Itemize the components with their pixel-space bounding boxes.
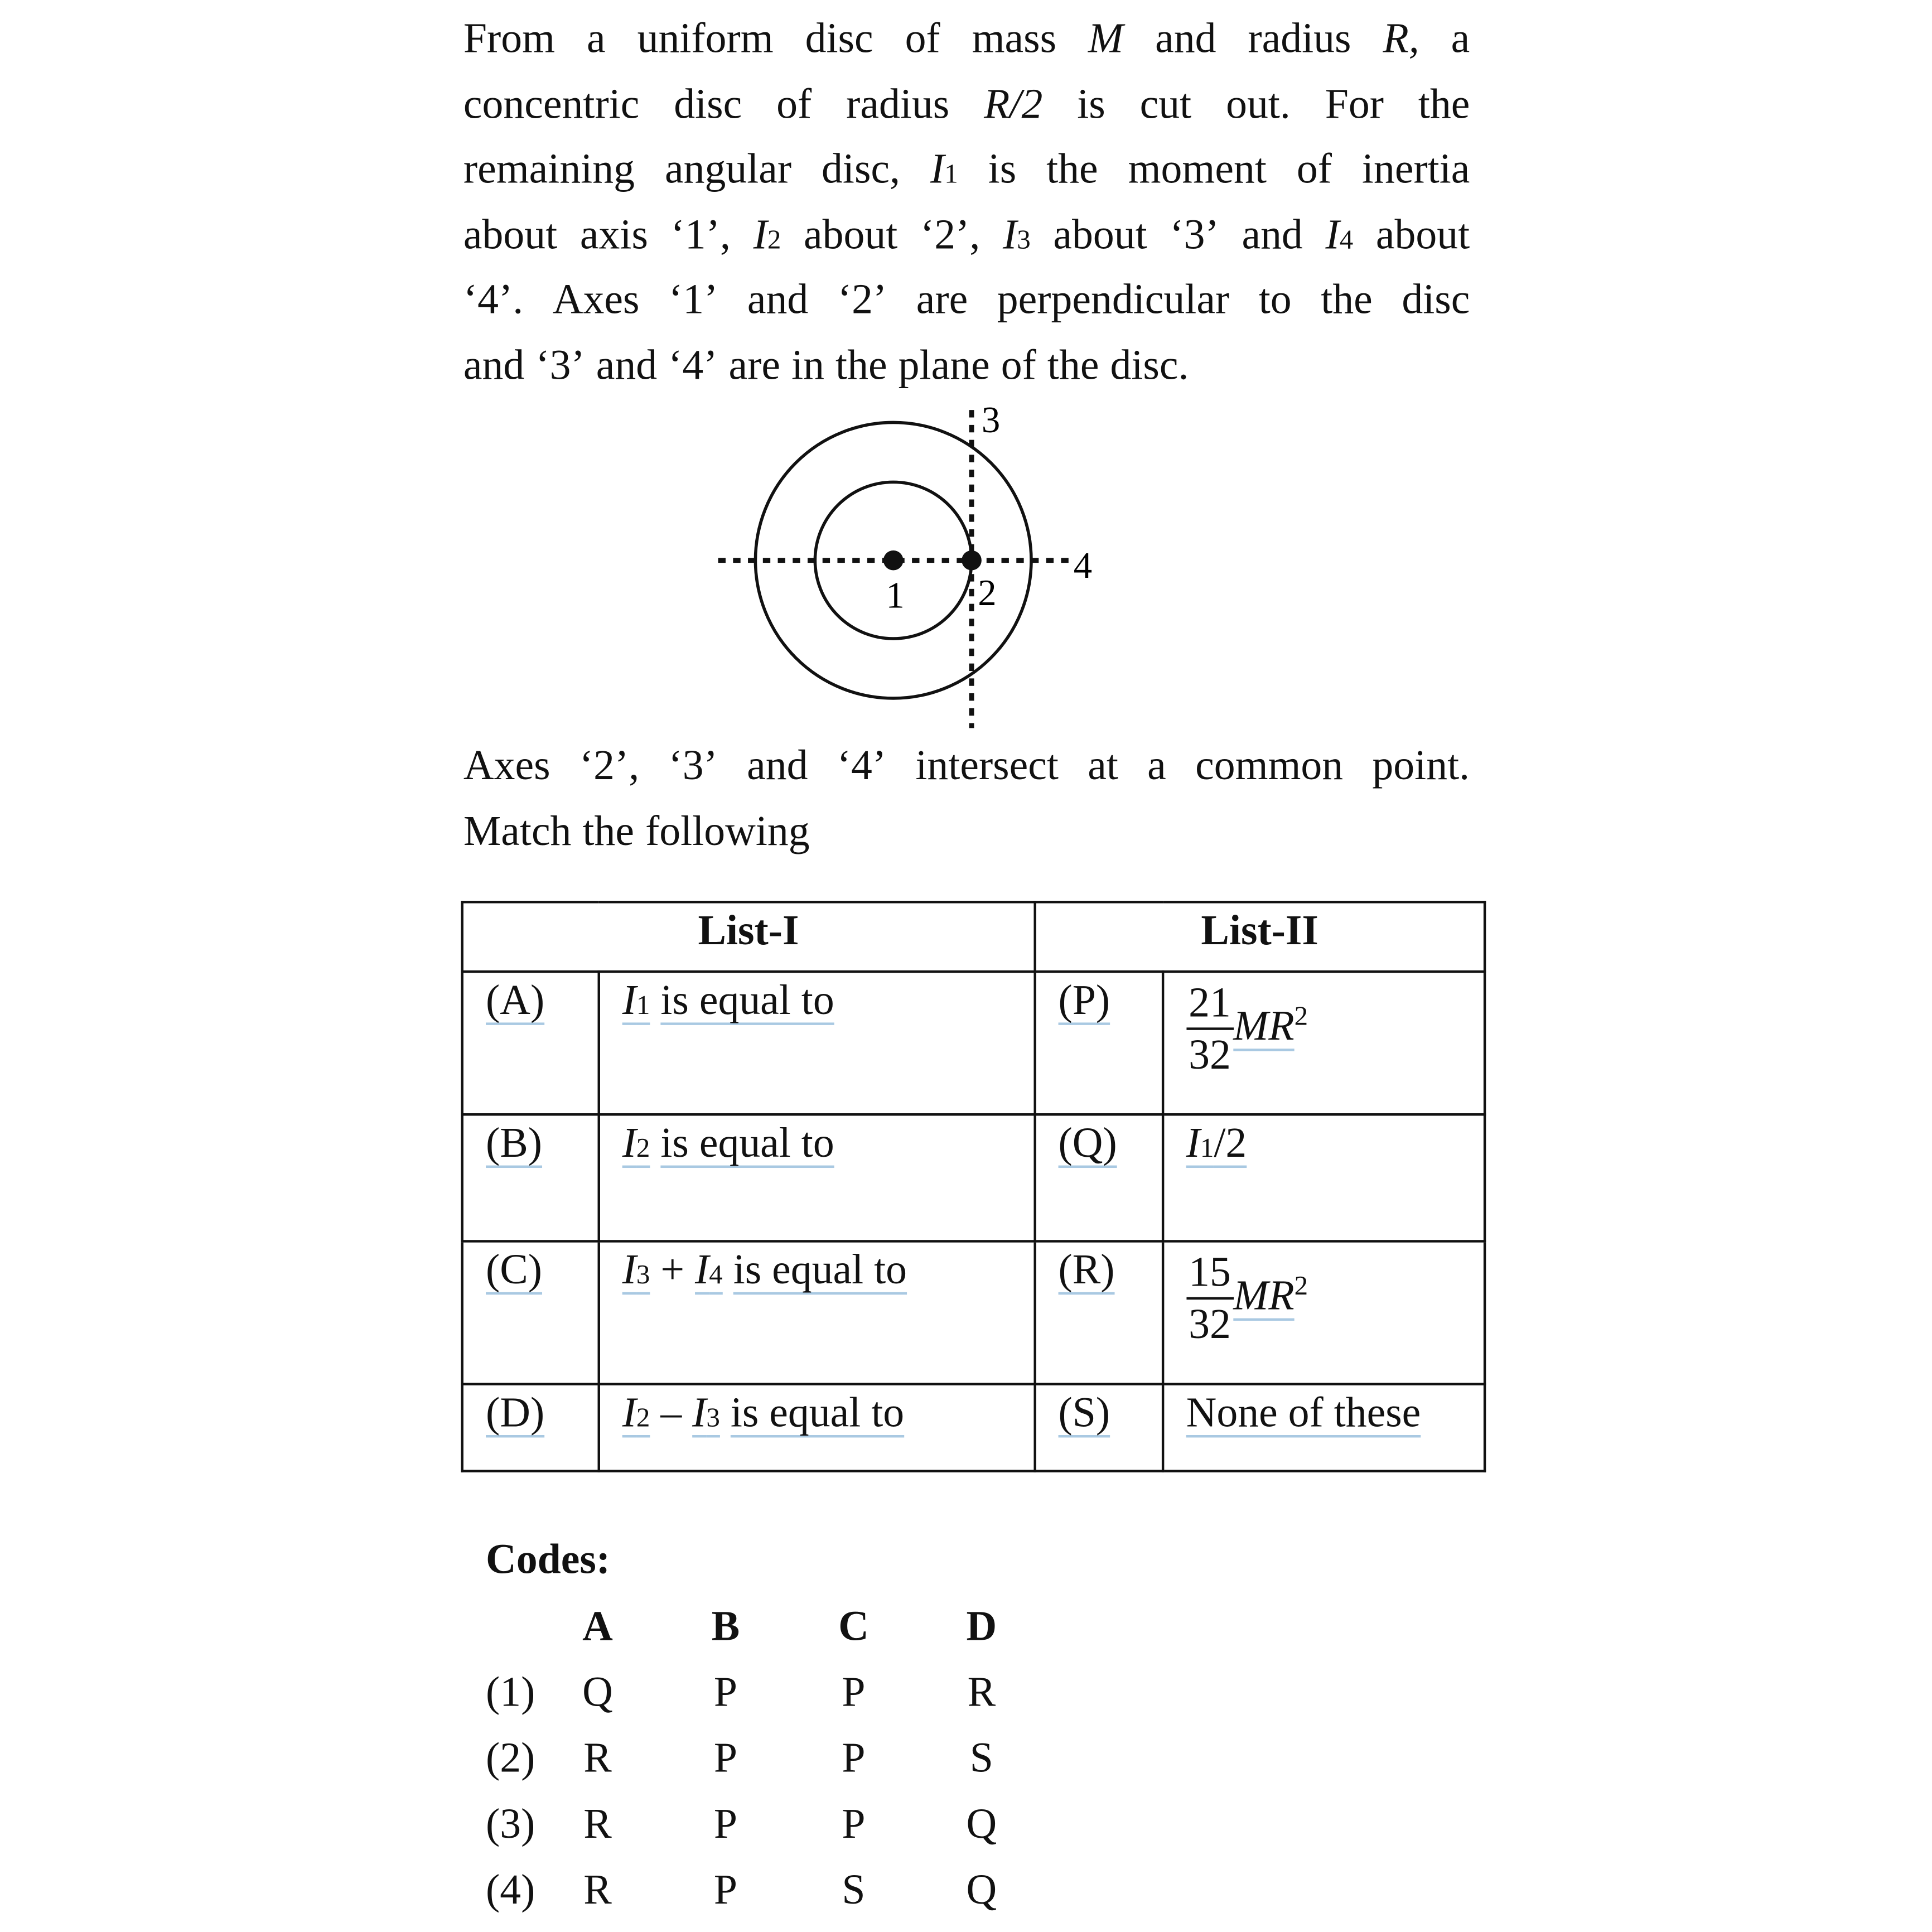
option-label[interactable]: (3) bbox=[486, 1801, 535, 1848]
word-text: about bbox=[804, 211, 898, 258]
option-value: R bbox=[583, 1801, 612, 1848]
key-label: (B) bbox=[486, 1120, 543, 1167]
math-symbol: M bbox=[1088, 16, 1124, 62]
word-text: ‘3’ bbox=[668, 743, 718, 789]
word-text: radius bbox=[1248, 16, 1351, 62]
option-value: P bbox=[713, 1867, 738, 1914]
word-text: following bbox=[645, 808, 810, 854]
word-text: out. bbox=[1226, 81, 1291, 128]
word-text: a bbox=[1147, 743, 1166, 789]
label-text: is equal to bbox=[733, 1247, 907, 1294]
operator: – bbox=[650, 1390, 693, 1437]
option-value: R bbox=[583, 1867, 612, 1914]
word-text: disc, bbox=[822, 146, 901, 193]
subscript: 4 bbox=[1339, 223, 1354, 254]
option-value: R bbox=[583, 1736, 612, 1782]
key-label: (P) bbox=[1058, 978, 1110, 1024]
word-text: Axes bbox=[552, 277, 640, 323]
word-text: and bbox=[596, 342, 658, 389]
word-text: to bbox=[1258, 277, 1292, 323]
word-text: and bbox=[747, 277, 809, 323]
word-text: the bbox=[582, 808, 635, 854]
subscript: 1 bbox=[944, 157, 958, 189]
numerator: 21 bbox=[1186, 983, 1234, 1030]
key-label: (Q) bbox=[1058, 1120, 1117, 1167]
subscript: 4 bbox=[709, 1258, 723, 1290]
symbol-I: I bbox=[622, 1247, 636, 1294]
word-text: disc bbox=[1402, 277, 1470, 323]
word-text: inertia bbox=[1361, 146, 1470, 193]
word-text: mass bbox=[972, 16, 1057, 62]
math-symbol: I bbox=[1002, 211, 1017, 258]
superscript: 2 bbox=[1294, 999, 1308, 1031]
option-value: P bbox=[713, 1736, 738, 1782]
word-text: and bbox=[463, 342, 525, 389]
subscript: 1 bbox=[636, 989, 650, 1020]
label-text: is equal to bbox=[660, 978, 834, 1024]
axis-1-label: 1 bbox=[886, 574, 905, 616]
word-text: ‘2’, bbox=[579, 743, 640, 789]
option-value: Q bbox=[966, 1801, 997, 1848]
codes-column-header: D bbox=[966, 1603, 997, 1650]
subscript: 2 bbox=[636, 1132, 650, 1163]
key-label: (R) bbox=[1058, 1247, 1115, 1294]
word-text: of bbox=[1001, 342, 1036, 389]
option-value: P bbox=[842, 1670, 866, 1716]
word-text: ‘4’ bbox=[668, 342, 718, 389]
label-text: is equal to bbox=[660, 1120, 834, 1167]
word-text: uniform bbox=[637, 16, 774, 62]
math-symbol: R/2 bbox=[984, 81, 1043, 128]
math-symbol: I bbox=[753, 211, 767, 258]
word-text: the bbox=[835, 342, 887, 389]
option-value: P bbox=[842, 1801, 866, 1848]
word-text: ‘4’ bbox=[837, 743, 887, 789]
word-text: common bbox=[1195, 743, 1344, 789]
word-text: a bbox=[587, 16, 606, 62]
word-text: about bbox=[463, 211, 558, 258]
answer-text: /2 bbox=[1214, 1120, 1247, 1167]
list-1-header: List-I bbox=[462, 902, 1035, 972]
word-text: remaining bbox=[463, 146, 635, 193]
word-text: is bbox=[988, 146, 1017, 193]
word-text: From bbox=[463, 16, 556, 62]
symbol-I: I bbox=[692, 1390, 707, 1437]
numerator: 15 bbox=[1186, 1253, 1234, 1300]
codes-column-header: B bbox=[711, 1603, 740, 1650]
axis-2-label: 2 bbox=[978, 572, 997, 614]
word-text: angular bbox=[664, 146, 792, 193]
word-text: concentric bbox=[463, 81, 640, 128]
word-text: Match bbox=[463, 808, 572, 854]
symbol-I: I bbox=[695, 1247, 709, 1294]
word-text: plane bbox=[898, 342, 990, 389]
option-value: P bbox=[713, 1801, 738, 1848]
word-text: and bbox=[747, 743, 808, 789]
denominator: 32 bbox=[1189, 1032, 1231, 1079]
word-text: ‘1’ bbox=[669, 277, 718, 323]
option-label[interactable]: (2) bbox=[486, 1736, 535, 1782]
word-text: in bbox=[791, 342, 825, 389]
option-value: P bbox=[842, 1736, 866, 1782]
option-value: Q bbox=[966, 1867, 997, 1914]
word-text: and bbox=[1155, 16, 1216, 62]
word-text: axis bbox=[579, 211, 648, 258]
key-label: (D) bbox=[486, 1390, 545, 1437]
symbol-I: I bbox=[622, 978, 636, 1024]
word-text: disc bbox=[674, 81, 742, 128]
key-label: (A) bbox=[486, 978, 545, 1024]
option-value: Q bbox=[582, 1670, 613, 1716]
option-value: S bbox=[842, 1867, 866, 1914]
symbol-I: I bbox=[622, 1390, 636, 1437]
subscript: 2 bbox=[636, 1401, 650, 1433]
option-value: P bbox=[713, 1670, 738, 1716]
axis-3-label: 3 bbox=[981, 399, 1001, 441]
word-text: perpendicular bbox=[997, 277, 1230, 323]
word-text: at bbox=[1088, 743, 1118, 789]
math-symbol: I bbox=[1325, 211, 1340, 258]
axis-4-label: 4 bbox=[1073, 544, 1093, 586]
subscript: 1 bbox=[1200, 1132, 1214, 1163]
word-text: the bbox=[1321, 277, 1373, 323]
word-text: are bbox=[728, 342, 781, 389]
codes-title: Codes: bbox=[486, 1537, 611, 1583]
word-text: ‘2’ bbox=[837, 277, 887, 323]
codes-column-header: A bbox=[582, 1603, 613, 1650]
word-text: ‘4’. bbox=[463, 277, 524, 323]
word-text: ‘3’ bbox=[535, 342, 585, 389]
key-label: (C) bbox=[486, 1247, 543, 1294]
option-label[interactable]: (1) bbox=[486, 1670, 535, 1716]
subscript: 3 bbox=[1017, 223, 1031, 254]
word-text: a bbox=[1451, 16, 1470, 62]
word-text: radius bbox=[846, 81, 950, 128]
superscript: 2 bbox=[1294, 1269, 1308, 1301]
word-text: of bbox=[905, 16, 940, 62]
word-text: and bbox=[1242, 211, 1303, 258]
option-label[interactable]: (4) bbox=[486, 1867, 535, 1914]
word-text: ‘2’, bbox=[920, 211, 981, 258]
word-text: are bbox=[916, 277, 968, 323]
label-text: is equal to bbox=[730, 1390, 905, 1437]
word-text: For bbox=[1325, 81, 1384, 128]
symbol-I: I bbox=[622, 1120, 636, 1167]
symbol-I: I bbox=[1186, 1120, 1200, 1167]
word-text: of bbox=[1296, 146, 1332, 193]
list-2-header: List-II bbox=[1035, 902, 1485, 972]
math-symbol: I bbox=[930, 146, 945, 193]
answer-text: None of these bbox=[1186, 1390, 1421, 1437]
denominator: 32 bbox=[1189, 1302, 1231, 1349]
subscript: 2 bbox=[767, 223, 781, 254]
word-text: disc bbox=[805, 16, 873, 62]
word-text: point. bbox=[1372, 743, 1470, 789]
math-symbol: R, bbox=[1383, 16, 1419, 62]
word-text: ‘1’, bbox=[670, 211, 731, 258]
word-text: the bbox=[1418, 81, 1470, 128]
codes-column-header: C bbox=[838, 1603, 869, 1650]
word-text: ‘3’ bbox=[1170, 211, 1219, 258]
key-label: (S) bbox=[1058, 1390, 1110, 1437]
word-text: of bbox=[776, 81, 812, 128]
word-text: the bbox=[1047, 342, 1099, 389]
mr-symbol: MR bbox=[1233, 1273, 1295, 1320]
word-text: intersect bbox=[915, 743, 1059, 789]
subscript: 3 bbox=[636, 1258, 650, 1290]
mr-symbol: MR bbox=[1233, 1003, 1295, 1050]
option-value: S bbox=[969, 1736, 993, 1782]
word-text: the bbox=[1046, 146, 1098, 193]
word-text: cut bbox=[1139, 81, 1192, 128]
word-text: moment bbox=[1128, 146, 1267, 193]
word-text: about bbox=[1053, 211, 1147, 258]
word-text: Axes bbox=[463, 743, 550, 789]
word-text: is bbox=[1077, 81, 1105, 128]
word-text: about bbox=[1375, 211, 1470, 258]
operator: + bbox=[650, 1247, 695, 1294]
option-value: R bbox=[967, 1670, 996, 1716]
word-text: disc. bbox=[1110, 342, 1189, 389]
subscript: 3 bbox=[706, 1401, 720, 1433]
